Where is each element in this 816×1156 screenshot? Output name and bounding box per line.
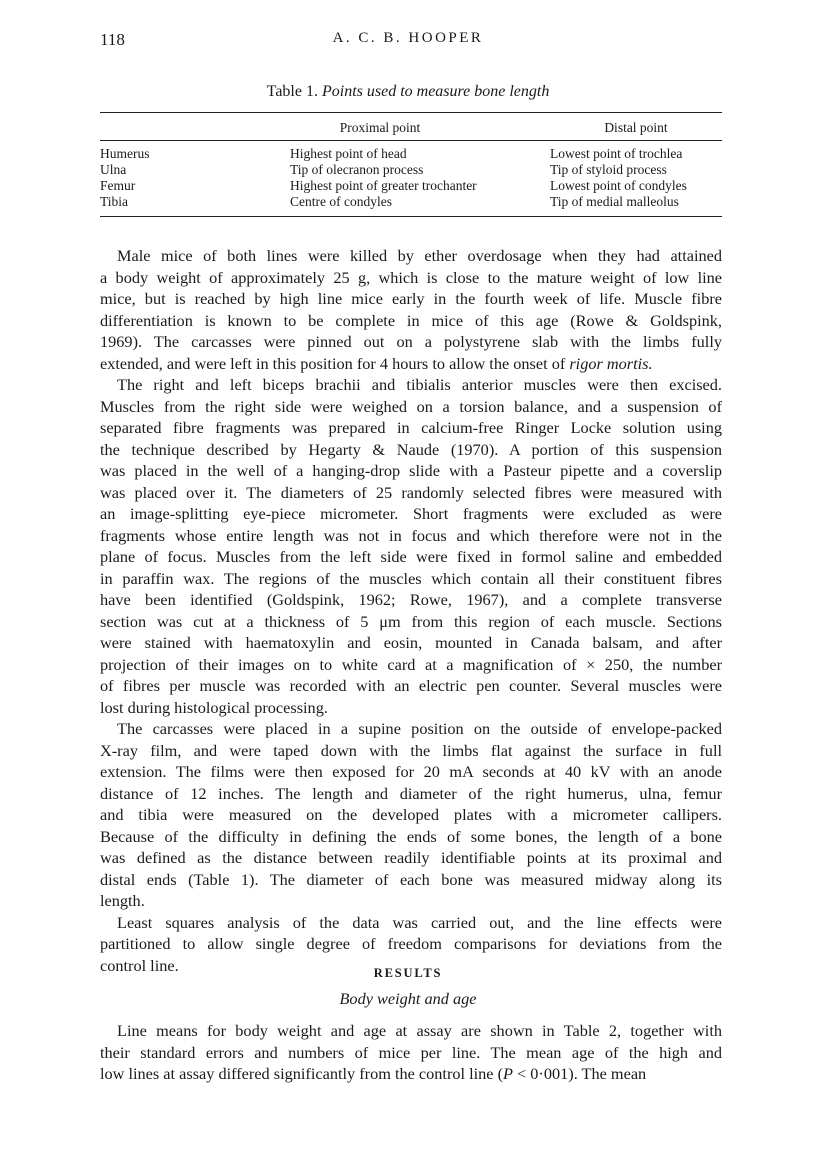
- distal-point: Lowest point of condyles: [550, 178, 687, 193]
- line-text: The carcasses were placed in a supine position on the outside of envelope-packed: [117, 719, 722, 738]
- text-line: [100, 783, 722, 805]
- table-label: Table 1.: [266, 83, 318, 100]
- line-text: length.: [100, 891, 145, 910]
- line-text: the technique described by Hegarty & Naude (1970). A portion of this suspension: [100, 439, 722, 459]
- text-line: [100, 245, 722, 267]
- line-text: section was cut at a thickness of 5 μm from this region of each muscle. Sections: [100, 611, 722, 631]
- text-line: [100, 546, 722, 568]
- line-text: Least squares analysis of the data was carried out, and the line effects were: [117, 912, 722, 932]
- col-header-distal: Distal point: [604, 120, 668, 135]
- table-bottom-rule: [100, 216, 722, 217]
- line-text: of fibres per muscle was recorded with an electric pen counter. Several muscles were: [100, 676, 722, 695]
- line-text: a body weight of approximately 25 g, which is close to the mature weight of low line: [100, 267, 722, 287]
- table-header-rule: [100, 140, 722, 141]
- line-text: 1969). The carcasses were pinned out on a polystyrene slab with the limbs fully: [100, 332, 722, 351]
- subsection-heading: Body weight and age: [339, 989, 477, 1008]
- proximal-point: Centre of condyles: [290, 194, 392, 209]
- text-line: [100, 1063, 722, 1085]
- text-line: [100, 611, 722, 633]
- line-text: have been identified (Goldspink, 1962; Rowe, 1967), and a complete transverse: [100, 590, 722, 609]
- text-line: [100, 654, 722, 676]
- line-text: projection of their images on to white card at a magnification of × 250, the number: [100, 654, 722, 674]
- text-line: [100, 525, 722, 547]
- line-text: differentiation is known to be complete in mice of this age (Rowe & Goldspink,: [100, 310, 722, 330]
- line-text: plane of focus. Muscles from the left side were fixed in formol saline and embedded: [100, 547, 722, 566]
- text-line: [100, 869, 722, 891]
- line-text: extension. The films were then exposed for 20 mA seconds at 40 kV with an anode: [100, 762, 722, 781]
- line-text: control line.: [100, 955, 179, 975]
- table-top-rule: [100, 112, 722, 113]
- text-line: [100, 675, 722, 697]
- proximal-point: Highest point of head: [290, 146, 407, 161]
- line-text: was placed in the well of a hanging-drop slide with a Pasteur pipette and a coverslip: [100, 461, 722, 480]
- text-line: [100, 589, 722, 611]
- line-text: in paraffin wax. The regions of the muscles which contain all their constituent fibres: [100, 568, 722, 588]
- text-line: [100, 826, 722, 848]
- line-text: Because of the difficulty in defining the ends of some bones, the length of a bone: [100, 826, 722, 846]
- line-text: X-ray film, and were taped down with the limbs flat against the surface in full: [100, 740, 722, 760]
- col-header-proximal: Proximal point: [339, 120, 421, 135]
- text-line: [100, 353, 722, 375]
- line-text: were stained with haematoxylin and eosin, mounted in Canada balsam, and after: [100, 633, 722, 652]
- text-line: [100, 912, 722, 934]
- line-text: an image-splitting eye-piece micrometer. Short fragments were excluded as were: [100, 504, 722, 523]
- line-text: was placed over it. The diameters of 25 randomly selected fibres were measured with: [100, 482, 722, 502]
- text-line: [100, 331, 722, 353]
- results-paragraph: [100, 1020, 722, 1085]
- text-line: [100, 482, 722, 504]
- table-caption: [0, 83, 816, 101]
- text-line: [100, 503, 722, 525]
- bone-name: Humerus: [100, 146, 150, 161]
- line-text: was defined as the distance between readily identifiable points at its proximal and: [100, 848, 722, 867]
- text-line: [100, 761, 722, 783]
- distal-point: Lowest point of trochlea: [550, 146, 683, 161]
- line-text: fragments whose entire length was not in focus and which therefore were not in the: [100, 525, 722, 545]
- line-text: distal ends (Table 1). The diameter of each bone was measured midway along its: [100, 869, 722, 889]
- bone-name: Ulna: [100, 162, 127, 177]
- line-text: Muscles from the right side were weighed on a torsion balance, and a suspension of: [100, 396, 722, 416]
- line-text: their standard errors and numbers of mice per line. The mean age of the high and: [100, 1042, 722, 1062]
- bone-name: Femur: [100, 178, 136, 193]
- section-heading: RESULTS: [373, 966, 443, 980]
- body-text: [100, 245, 722, 976]
- text-line: [100, 417, 722, 439]
- proximal-point: Tip of olecranon process: [290, 162, 424, 177]
- text-line: [100, 804, 722, 826]
- text-line: [100, 310, 722, 332]
- text-line: [100, 1020, 722, 1042]
- text-line: [100, 460, 722, 482]
- text-line: [100, 740, 722, 762]
- text-line: [100, 697, 722, 719]
- line-text: extended, and were left in this position for 4 hours to allow the onset of rigor mortis.: [100, 353, 653, 373]
- distal-point: Tip of styloid process: [550, 162, 667, 177]
- text-line: [100, 568, 722, 590]
- text-line: [100, 288, 722, 310]
- line-text: separated fibre fragments was prepared in calcium-free Ringer Locke solution using: [100, 418, 722, 437]
- line-text: mice, but is reached by high line mice early in the fourth week of life. Muscle fibre: [100, 289, 722, 308]
- text-line: [100, 933, 722, 955]
- bone-name: Tibia: [100, 194, 129, 209]
- table-title: Points used to measure bone length: [321, 83, 550, 100]
- line-text: partitioned to allow single degree of freedom comparisons for deviations from the: [100, 934, 722, 953]
- text-line: [100, 718, 722, 740]
- proximal-point: Highest point of greater trochanter: [290, 178, 477, 193]
- text-line: [100, 439, 722, 461]
- text-line: [100, 847, 722, 869]
- line-text: distance of 12 inches. The length and diameter of the right humerus, ulna, femur: [100, 783, 722, 803]
- line-text: and tibia were measured on the developed plates with a micrometer callipers.: [100, 805, 722, 824]
- text-line: [100, 267, 722, 289]
- line-text: Line means for body weight and age at assay are shown in Table 2, together with: [117, 1021, 722, 1040]
- line-text: lost during histological processing.: [100, 697, 328, 717]
- text-line: [100, 374, 722, 396]
- page-number: 118: [100, 30, 125, 49]
- text-line: [100, 396, 722, 418]
- running-head: A. C. B. HOOPER: [332, 30, 484, 46]
- text-line: [100, 1042, 722, 1064]
- line-text: Male mice of both lines were killed by ether overdosage when they had attained: [117, 246, 722, 265]
- line-text: The right and left biceps brachii and tibialis anterior muscles were then excised.: [117, 375, 722, 394]
- distal-point: Tip of medial malleolus: [550, 194, 679, 209]
- text-line: [100, 632, 722, 654]
- line-text: low lines at assay differed significantly from the control line (P < 0·001). The mean: [100, 1064, 647, 1083]
- text-line: [100, 890, 722, 912]
